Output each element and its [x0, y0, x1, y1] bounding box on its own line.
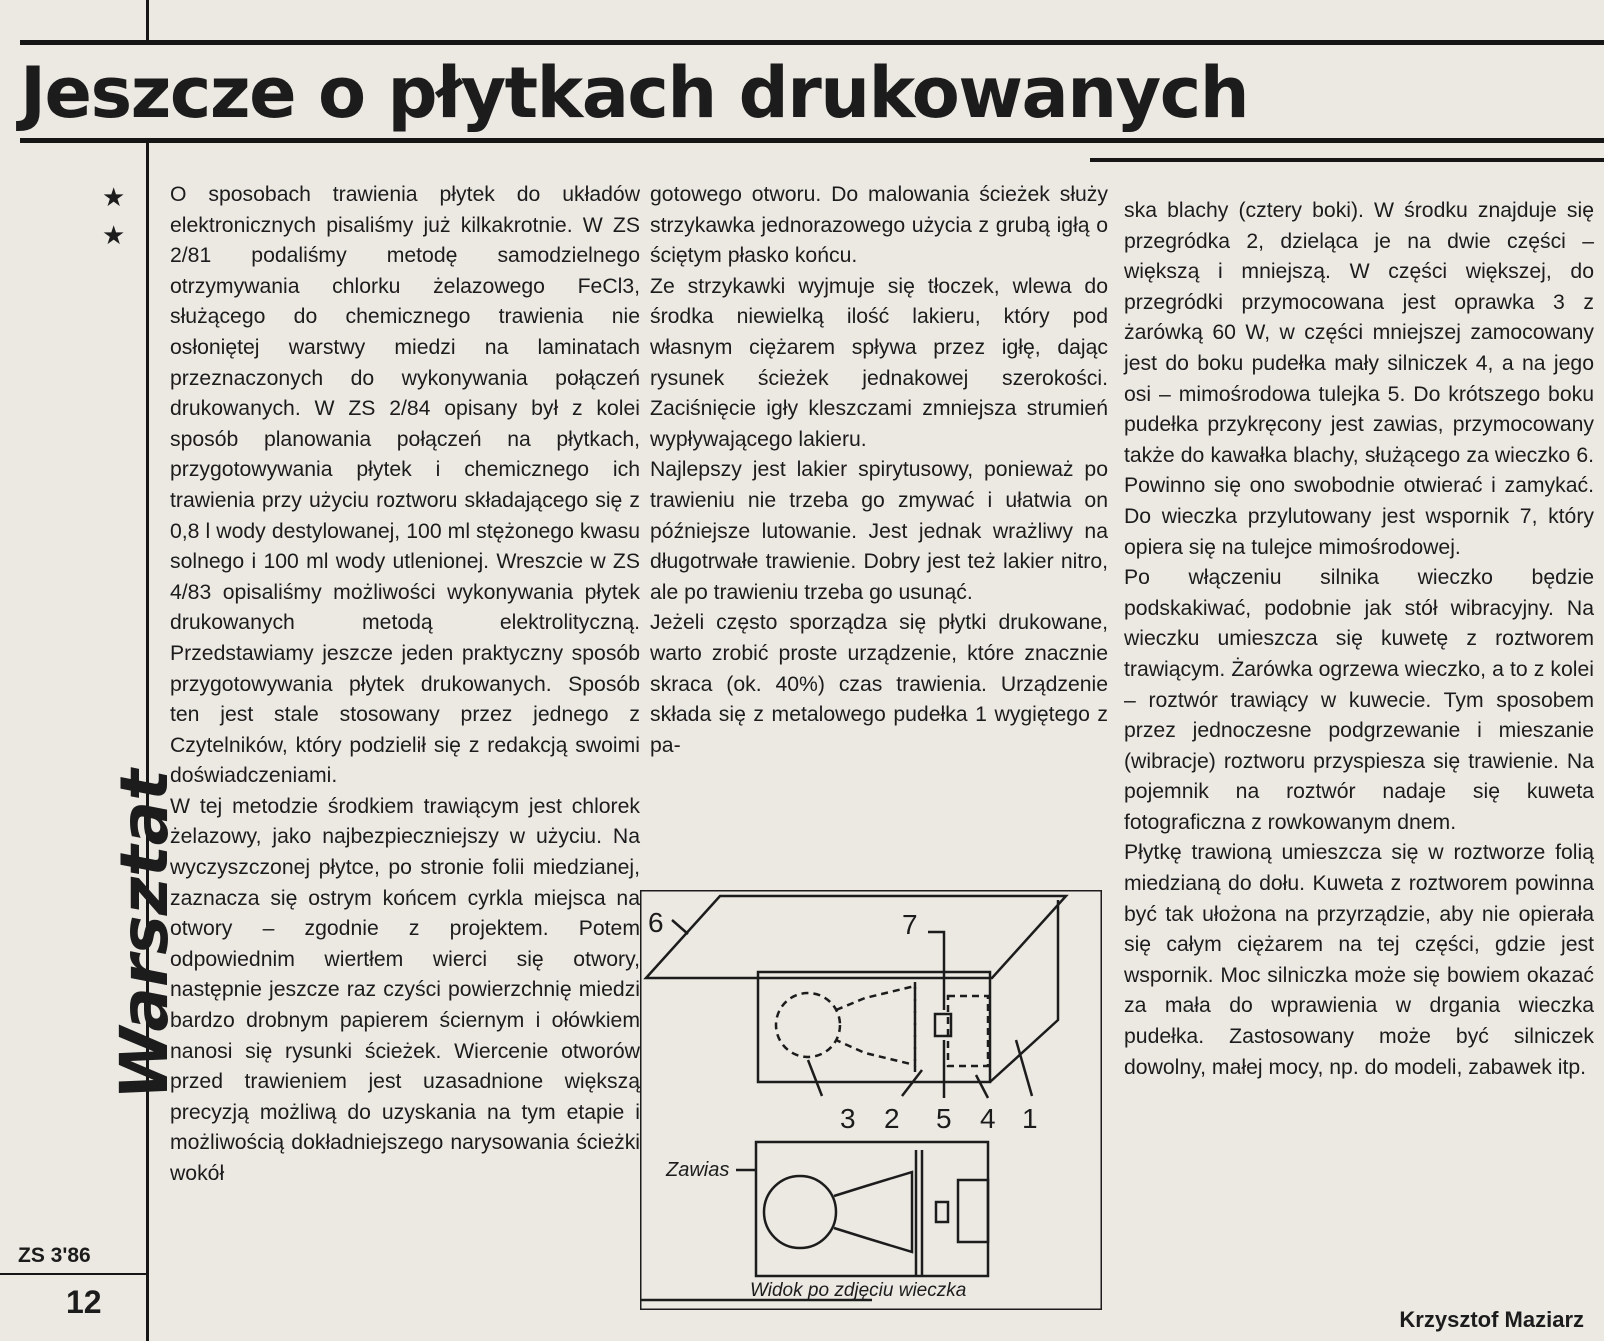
issue-number: ZS 3'86	[18, 1244, 91, 1267]
figure-frame	[640, 890, 1102, 1310]
label-1: 1	[1022, 1103, 1038, 1134]
lamp-holder-outline	[836, 986, 915, 1065]
label-7: 7	[902, 909, 918, 940]
leader-1	[1016, 1040, 1032, 1096]
leader-4	[976, 1075, 988, 1098]
top-view-bulb	[764, 1176, 836, 1248]
figure-caption: Widok po zdjęciu wieczka	[750, 1280, 967, 1301]
label-5: 5	[936, 1103, 952, 1134]
article-column-1	[170, 180, 640, 1190]
top-view-holder	[834, 1172, 912, 1252]
folio-rule	[0, 1273, 146, 1275]
box-side	[990, 900, 1058, 1082]
device-diagram	[640, 890, 1102, 1310]
label-6: 6	[648, 907, 664, 938]
box-front	[758, 972, 990, 1082]
article-column-2	[650, 180, 1108, 761]
left-margin-rule	[146, 143, 149, 1341]
paragraph: Po włączeniu silnika wieczko będzie podskakiwać, podobnie jak stół wibracyjny. Na wieczku umieszcza się kuwetę z roztworem trawiącym. Żarówka ogrzewa wieczko, a to z kolei – roztwór trawiący w kuwecie. Tym sposobem przez jednoczesne podgrzewanie i mieszanie (wibracje) roztworu przyspiesza się trawienie. Na pojemnik na roztwór nadaje się kuweta fotograficzna z rowkowanym dnem.	[1124, 566, 1594, 834]
hinge-label: Zawias	[666, 1159, 730, 1181]
paragraph: W tej metodzie środkiem trawiącym jest chlorek żelazowy, jako najbezpieczniejszy w użyciu. Na wyczyszczonej płytce, po stronie folii miedzianej, zaznacza się ostrym końcem cyrkla miejsca na otwory – zgodnie z projektem. Potem odpowiednim wiertłem wierci się otwory, następnie jeszcze raz czyści powierzchnię miedzi bardzo drobnym papierem ściernym i ołówkiem nanosi się rysunki ścieżek. Wiercenie otworów przed trawieniem jest uzasadnione większą precyzją możliwą do uzyskania na tym etapie i możliwością dokładniejszego narysowania ścieżki wokół	[170, 794, 640, 1185]
top-view-support	[936, 1202, 948, 1222]
paragraph: Najlepszy jest lakier spirytusowy, ponieważ po trawieniu nie trzeba go zmywać i ułatwia on późniejsze lutowanie. Jest jednak wrażliwy na długotrwałe trawienie. Dobry jest też lakier nitro, ale po trawieniu trzeba go usunąć.	[650, 458, 1108, 604]
label-4: 4	[980, 1103, 996, 1134]
title-rule-top	[20, 40, 1604, 45]
paragraph: Ze strzykawki wyjmuje się tłoczek, wlewa do środka niewielką ilość lakieru, który pod własnym ciężarem spływa przez igłę, dając rysunek ścieżek jednakowej szerokości. Zaciśnięcie igły kleszczami zmniejsza strumień wypływającego lakieru.	[650, 274, 1108, 451]
top-view-motor	[958, 1180, 988, 1242]
label-2: 2	[884, 1103, 900, 1134]
article-title: Jeszcze o płytkach drukowanych	[20, 52, 1249, 134]
paragraph: Jeżeli często sporządza się płytki drukowane, warto zrobić proste urządzenie, które znacznie skraca (ok. 40%) czas trawienia. Urządzenie składa się z metalowego pudełka 1 wygiętego z pa-	[650, 611, 1108, 757]
motor-outline	[948, 996, 988, 1066]
device-drawing	[640, 896, 1066, 1300]
leader-6	[672, 920, 688, 934]
bulb-outline	[776, 993, 840, 1057]
paragraph: ska blachy (cztery boki). W środku znajduje się przegródka 2, dzieląca je na dwie części – większą i mniejszą. W części większej, do przegródki przymocowana jest oprawka 3 z żarówką 60 W, w części mniejszej zamocowany jest do boku pudełka mały silniczek 4, a na jego osi – mimośrodowa tulejka 5. Do krótszego boku pudełka przykręcony jest zawias, przymocowany także do kawałka blachy, służącego za wieczko 6. Powinno się ono swobodnie otwierać i zamykać. Do wieczka przylutowany jest wspornik 7, który opiera się na tulejce mimośrodowej.	[1124, 199, 1594, 559]
left-margin-rule-top	[146, 0, 149, 40]
section-label: Warsztat	[106, 769, 183, 1100]
leader-3	[808, 1060, 822, 1096]
paragraph: Płytkę trawioną umieszcza się w roztworze folią miedzianą do dołu. Kuweta z roztworem powinna być tak ułożona na przyrządzie, aby nie opierała się całym ciężarem na tej części, gdzie jest wspornik. Moc silniczka może się bowiem okazać za mała do wprawienia w drgania wieczka pudełka. Zastosowany może być silniczek dowolny, małej mocy, np. do modeli, zabawek itp.	[1124, 841, 1594, 1079]
lid-shape	[646, 896, 1066, 978]
title-rule-bottom-right	[1090, 158, 1604, 162]
label-3: 3	[840, 1103, 856, 1134]
page-number: 12	[66, 1284, 102, 1320]
top-view-box	[756, 1142, 988, 1276]
article-column-3	[1124, 196, 1594, 1083]
author-name: Krzysztof Maziarz	[1399, 1307, 1584, 1332]
star-icons: ★ ★	[102, 182, 126, 250]
paragraph: O sposobach trawienia płytek do układów elektronicznych pisaliśmy już kilkakrotnie. W ZS 2/81 podaliśmy metodę samodzielnego otrzymywania chlorku żelazowego FeCl3, służącego do chemicznego trawienia nie osłoniętej warstwy miedzi na laminatach przeznaczonych do wykonywania połączeń drukowanych. W ZS 2/84 opisany był z kolei sposób planowania połączeń na płytkach, przygotowywania płytek i chemicznego ich trawienia przy użyciu roztworu składającego się z 0,8 l wody destylowanej, 100 ml stężonego kwasu solnego i 100 ml wody utlenionej. Wreszcie w ZS 4/83 opisaliśmy możliwości wykonywania płytek drukowanych metodą elektrolityczną. Przedstawiamy jeszcze jeden praktyczny sposób przygotowywania płytek drukowanych. Sposób ten jest stale stosowany przez jednego z Czytelników, który podzielił się z redakcją swoimi doświadczeniami.	[170, 183, 640, 788]
title-rule-bottom	[20, 138, 1604, 143]
paragraph: gotowego otworu. Do malowania ścieżek służy strzykawka jednorazowego użycia z grubą igłą o ściętym płasko końcu.	[650, 183, 1108, 268]
